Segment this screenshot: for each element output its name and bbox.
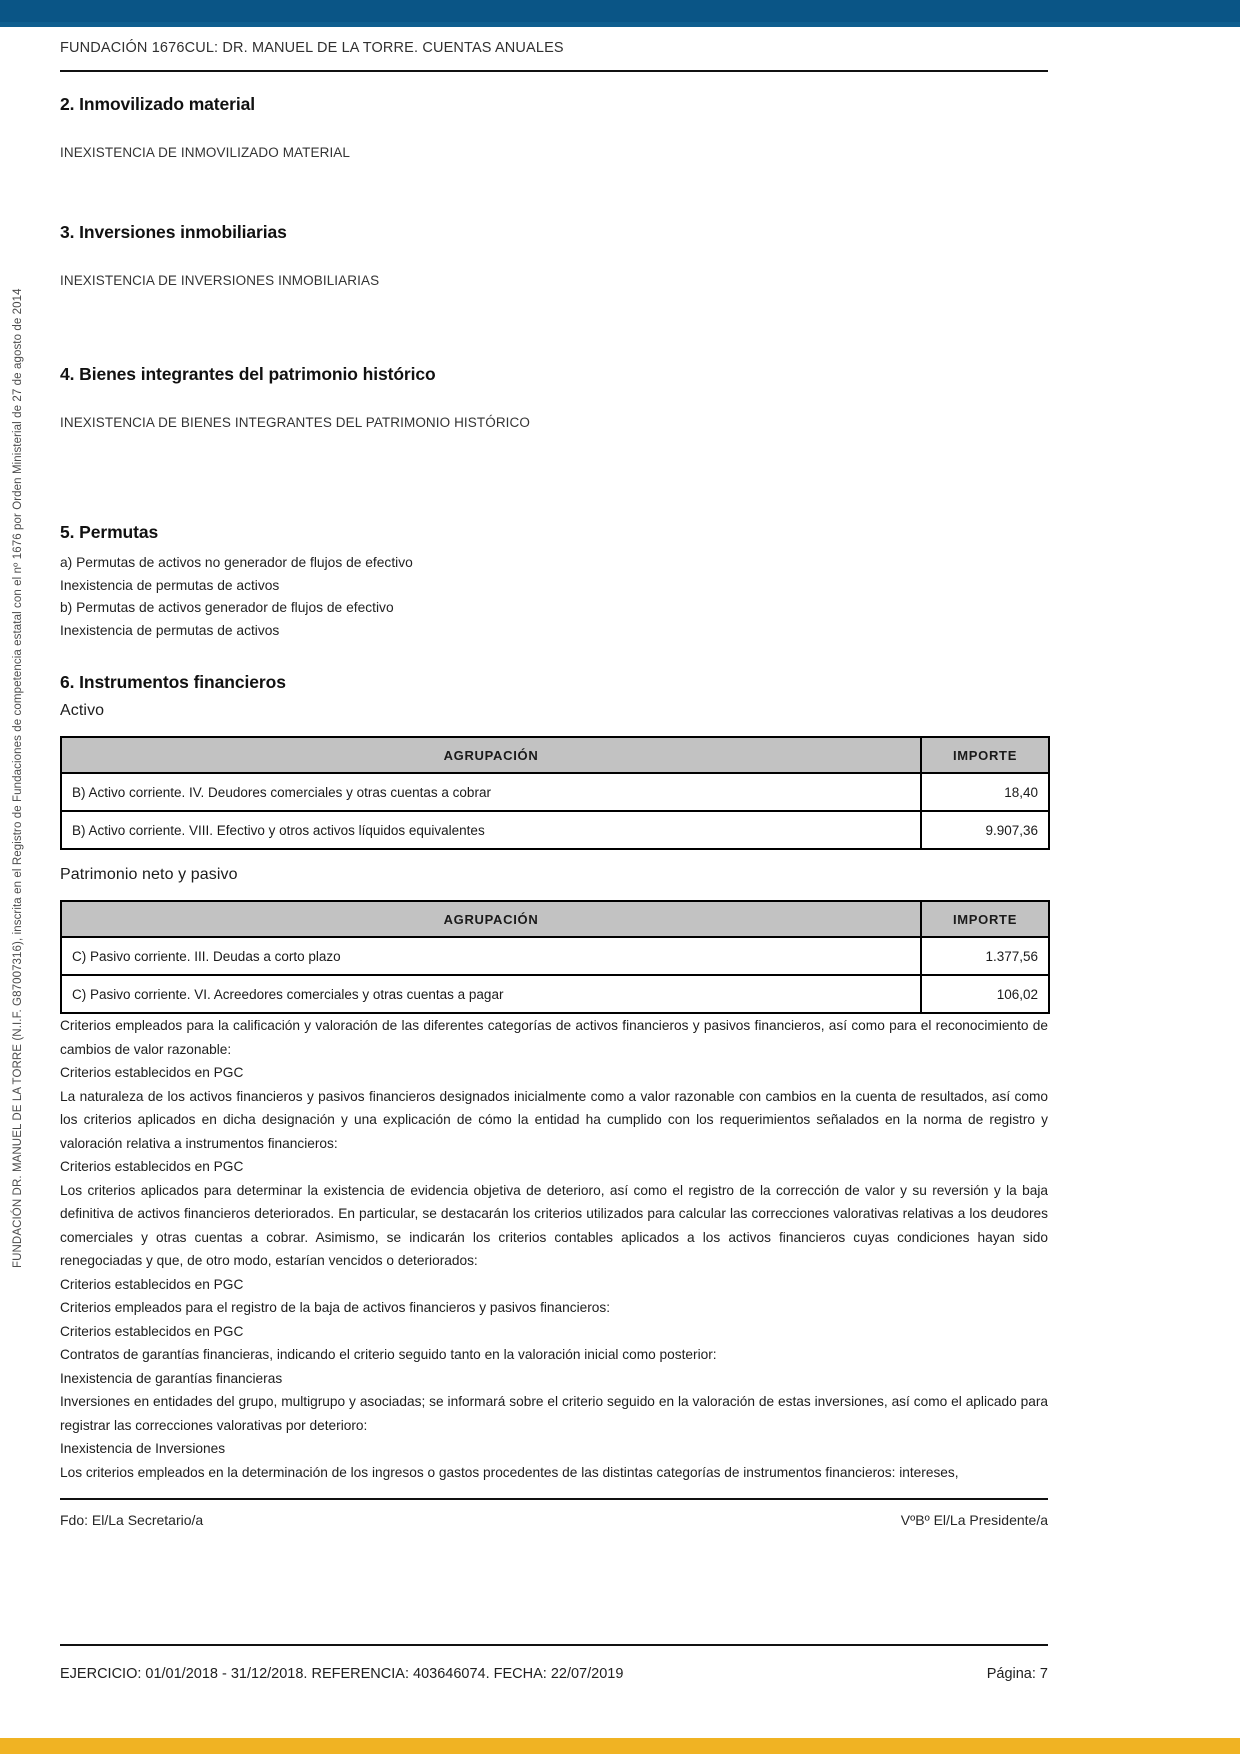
section-heading-4: 4. Bienes integrantes del patrimonio histórico — [60, 364, 436, 384]
criteria-paragraph-3: La naturaleza de los activos financieros y pasivos financieros designados inicialmente como a valor razonable con cambios en la cuenta de resultados, así como los criterios aplicados en dicha designación y una explicación de cómo la entidad ha cumplido con los requerimientos señalados en la norma de registro y valoración relativa a instrumentos financieros: — [60, 1088, 1048, 1151]
section-heading-2: 2. Inmovilizado material — [60, 94, 256, 114]
section-heading-6: 6. Instrumentos financieros — [60, 672, 286, 692]
table-row — [61, 811, 1049, 849]
spacer — [60, 160, 1048, 206]
page-footer — [60, 1666, 1048, 1682]
permutas-line-a: a) Permutas de activos no generador de flujos de efectivo — [60, 555, 413, 570]
page-content — [60, 40, 1048, 1528]
criteria-paragraph-8: Criterios establecidos en PGC — [60, 1323, 244, 1339]
table-pasivo — [60, 900, 1050, 1014]
section-heading-3: 3. Inversiones inmobiliarias — [60, 222, 287, 242]
cell-agrupacion: C) Pasivo corriente. VI. Acreedores comerciales y otras cuentas a pagar — [61, 975, 921, 1013]
spacer — [60, 884, 1048, 900]
table-activo — [60, 736, 1050, 850]
subheading-activo: Activo — [60, 702, 105, 719]
signature-row — [60, 1512, 1048, 1528]
permutas-line-b: b) Permutas de activos generador de flujos de efectivo — [60, 600, 394, 615]
spacer — [60, 720, 1048, 736]
signature-secretary: Fdo: El/La Secretario/a — [60, 1512, 204, 1528]
column-header-agrupacion: AGRUPACIÓN — [61, 737, 921, 773]
section-body-2: INEXISTENCIA DE INMOVILIZADO MATERIAL — [60, 145, 351, 160]
signature-president: VºBº El/La Presidente/a — [900, 1512, 1048, 1528]
spacer — [60, 288, 1048, 334]
bottom-yellow-band — [0, 1738, 1240, 1754]
section-heading-5: 5. Permutas — [60, 522, 159, 542]
table-row — [61, 773, 1049, 811]
cell-importe: 106,02 — [921, 975, 1049, 1013]
criteria-paragraph-4: Criterios establecidos en PGC — [60, 1159, 244, 1174]
criteria-paragraph-7: Criterios empleados para el registro de la baja de activos financieros y pasivos financieros: — [60, 1300, 611, 1315]
table-header-row — [61, 737, 1049, 773]
spacer — [60, 385, 1048, 415]
spacer — [60, 430, 1048, 476]
spacer — [60, 115, 1048, 145]
spacer — [60, 206, 1048, 222]
cell-importe: 18,40 — [921, 773, 1049, 811]
criteria-paragraph-5: Los criterios aplicados para determinar la existencia de evidencia objetiva de deterioro, así como el registro de la corrección de valor y su reversión y la baja definitiva de activos financieros deteriorados. En particular, se destacarán los criterios utilizados para calcular las correcciones valorativas relativas a los deudores comerciales y otras cuentas a cobrar. Asimismo, se indicarán los criterios contables aplicados a los activos financieros cuyas condiciones hayan sido renegociadas y que, de otro modo, estarían vencidos o deteriorados: — [60, 1182, 1048, 1268]
cell-importe: 9.907,36 — [921, 811, 1049, 849]
table-header-row — [61, 901, 1049, 937]
criteria-paragraph-12: Inexistencia de Inversiones — [60, 1441, 226, 1456]
spacer — [60, 850, 1048, 866]
cell-agrupacion: B) Activo corriente. IV. Deudores comerciales y otras cuentas a cobrar — [61, 773, 921, 811]
spacer — [60, 243, 1048, 273]
column-header-agrupacion: AGRUPACIÓN — [61, 901, 921, 937]
subheading-patrimonio: Patrimonio neto y pasivo — [60, 866, 238, 883]
criteria-paragraph-11: Inversiones en entidades del grupo, multigrupo y asociadas; se informará sobre el criterio seguido en la valoración de estas inversiones, así como el aplicado para registrar las correcciones valorativas por deterioro: — [60, 1394, 1048, 1433]
sidebar-registry-note: FUNDACIÓN DR. MANUEL DE LA TORRE (N.I.F. G87007316), inscrita en el Registro de Fundaciones de competencia estatal con el nº 1676 por Orden Ministerial de 27 de agosto de 2014 — [12, 288, 24, 1268]
criteria-paragraph-13: Los criterios empleados en la determinación de los ingresos o gastos procedentes de las distintas categorías de instrumentos financieros: intereses, — [60, 1464, 959, 1480]
spacer — [60, 693, 1048, 702]
footer-divider — [60, 1644, 1048, 1646]
header-divider — [60, 70, 1048, 72]
signature-divider — [60, 1498, 1048, 1500]
section-body-3: INEXISTENCIA DE INVERSIONES INMOBILIARIAS — [60, 273, 380, 288]
criteria-paragraph-1: Criterios empleados para la calificación y valoración de las diferentes categorías de activos financieros y pasivos financieros, así como para el reconocimiento de cambios de valor razonable: — [60, 1018, 1048, 1057]
top-blue-band-shade — [0, 22, 1240, 27]
permutas-line-a-body: Inexistencia de permutas de activos — [60, 577, 280, 593]
document-header-title: FUNDACIÓN 1676CUL: DR. MANUEL DE LA TORRE. CUENTAS ANUALES — [60, 40, 564, 56]
criteria-paragraph-6: Criterios establecidos en PGC — [60, 1276, 244, 1292]
spacer — [60, 642, 1048, 672]
column-header-importe: IMPORTE — [921, 901, 1049, 937]
spacer — [60, 334, 1048, 364]
spacer — [60, 543, 1048, 552]
criteria-paragraph-10: Inexistencia de garantías financieras — [60, 1370, 283, 1386]
column-header-importe: IMPORTE — [921, 737, 1049, 773]
permutas-line-b-body: Inexistencia de permutas de activos — [60, 622, 280, 638]
criteria-paragraph-9: Contratos de garantías financieras, indicando el criterio seguido tanto en la valoración inicial como posterior: — [60, 1347, 717, 1362]
criteria-paragraph-2: Criterios establecidos en PGC — [60, 1065, 244, 1080]
footer-page-number: Página: 7 — [986, 1666, 1048, 1682]
cell-agrupacion: B) Activo corriente. VIII. Efectivo y otros activos líquidos equivalentes — [61, 811, 921, 849]
section-body-4: INEXISTENCIA DE BIENES INTEGRANTES DEL PATRIMONIO HISTÓRICO — [60, 415, 530, 430]
cell-agrupacion: C) Pasivo corriente. III. Deudas a corto plazo — [61, 937, 921, 975]
spacer — [60, 476, 1048, 522]
footer-exercise-reference: EJERCICIO: 01/01/2018 - 31/12/2018. REFERENCIA: 403646074. FECHA: 22/07/2019 — [60, 1666, 624, 1682]
cell-importe: 1.377,56 — [921, 937, 1049, 975]
table-row — [61, 975, 1049, 1013]
table-row — [61, 937, 1049, 975]
